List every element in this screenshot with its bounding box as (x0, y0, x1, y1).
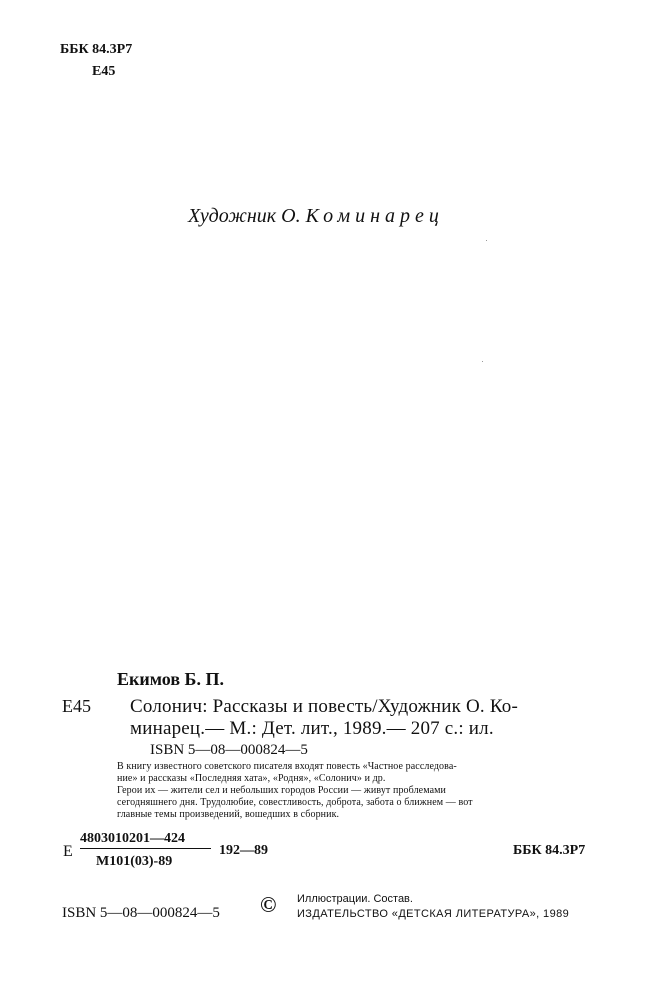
print-speck (482, 361, 483, 362)
annotation-line: Герои их — жители сел и небольших городов России — живут проблемами (117, 785, 446, 796)
catalog-title-line: Солонич: Рассказы и повесть/Художник О. Ко- (130, 696, 518, 717)
catalog-author: Екимов Б. П. (117, 669, 224, 689)
code-letter: Е (63, 843, 73, 860)
print-speck (486, 240, 487, 241)
catalog-isbn: ISBN 5—08—000824—5 (150, 742, 308, 758)
catalog-index: Е45 (62, 696, 91, 716)
catalog-title-line: минарец.— М.: Дет. лит., 1989.— 207 с.: ил. (130, 718, 494, 739)
code-denominator: М101(03)-89 (96, 854, 173, 869)
code-numerator: 4803010201—424 (80, 831, 211, 849)
footer-isbn: ISBN 5—08—000824—5 (62, 905, 220, 921)
artist-name: Коминарец (305, 205, 444, 227)
artist-credit-prefix: Художник О. (188, 205, 306, 227)
annotation-line: сегодняшнего дня. Трудолюбие, совестливость, доброта, забота о ближнем — вот (117, 797, 473, 808)
copyright-icon: © (260, 892, 277, 917)
artist-credit (188, 205, 444, 228)
author-index-top: Е45 (92, 64, 116, 79)
annotation-line: главные темы произведений, вошедших в сборник. (117, 809, 340, 820)
publisher-line: Иллюстрации. Состав. (297, 893, 413, 905)
annotation-line: ние» и рассказы «Последняя хата», «Родня», «Солонич» и др. (117, 773, 386, 784)
publisher-line: ИЗДАТЕЛЬСТВО «ДЕТСКАЯ ЛИТЕРАТУРА», 1989 (297, 908, 570, 920)
bbk-code-bottom: ББК 84.3Р7 (513, 843, 586, 858)
annotation-line: В книгу известного советского писателя входят повесть «Частное расследова- (117, 761, 457, 772)
code-suffix: 192—89 (219, 843, 268, 858)
bbk-code-top: ББК 84.3Р7 (60, 42, 133, 57)
